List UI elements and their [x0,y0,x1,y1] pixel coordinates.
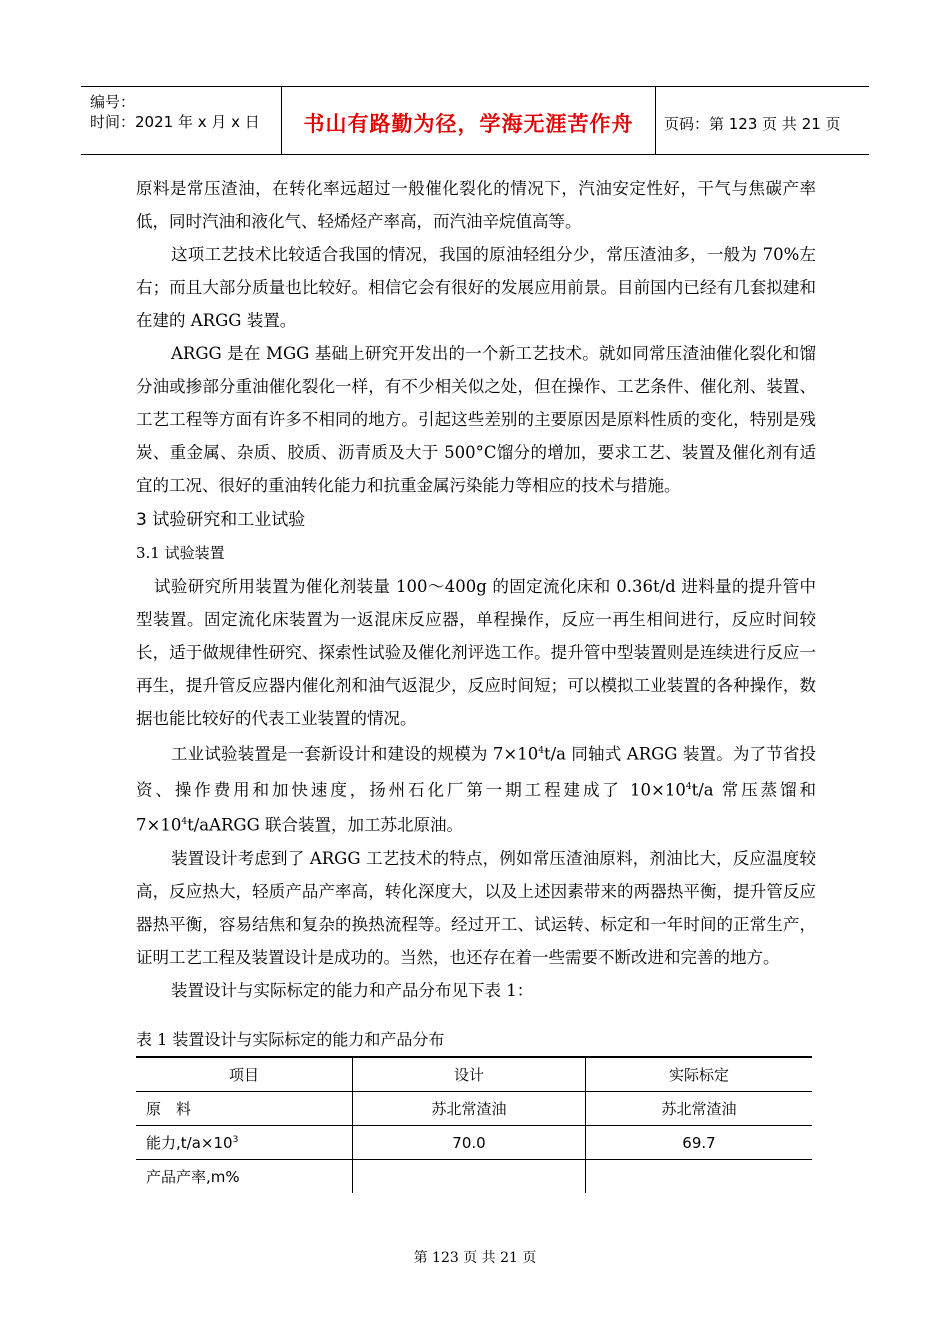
paragraph: 试验研究所用装置为催化剂装量 100～400g 的固定流化床和 0.36t/d 进料量的提升管中型装置。固定流化床装置为一返混床反应器，单程操作，反应一再生相间进行，反应时间较长，适于做规律性研究、探索性试验及催化剂评选工作。提升管中型装置则是连续进行反应一再生，提升管反应器内催化剂和油气返混少，反应时间短；可以模拟工业装置的各种操作，数据也能比较好的代表工业装置的情况。 [136,577,816,728]
header-motto-cell [282,87,656,154]
column-header-design: 设计 [353,1057,586,1092]
table-caption: 表 1 装置设计与实际标定的能力和产品分布 [136,1029,445,1049]
superscript: 4 [685,781,692,792]
header-motto: 书山有路勤为径，学海无涯苦作舟 [303,112,634,136]
paragraph [136,735,816,842]
cell-design: 苏北常渣油 [353,1092,586,1126]
serial-number-label: 编号： [90,93,136,111]
paragraph: 装置设计与实际标定的能力和产品分布见下表 1： [171,980,534,1000]
text-run: t/a 常压蒸馏和 7×10 [136,780,816,835]
text-run: 工业试验装置是一套新设计和建设的规模为 7×10 [171,744,539,764]
subsection-heading: 3.1 试验装置 [136,544,225,562]
text-run: t/aARGG 联合装置，加工苏北原油。 [187,815,464,835]
table-row [136,1160,812,1194]
header-meta-cell [81,87,282,154]
paragraph: 这项工艺技术比较适合我国的情况，我国的原油轻组分少，常压渣油多，一般为 70%左右；而且大部分质量也比较好。相信它会有很好的发展应用前景。目前国内已经有几套拟建和在建的 ARGG 装置。 [136,245,816,330]
page-header [81,86,869,155]
header-page-cell [656,87,869,154]
cell-item [136,1126,353,1160]
table-header-row [136,1057,812,1092]
superscript: 3 [232,1135,239,1145]
cell-actual [586,1160,813,1194]
column-header-item: 项目 [228,1066,259,1084]
header-page-info: 页码：第 123 页 共 21 页 [664,115,841,133]
cell-actual: 69.7 [586,1126,813,1160]
section-heading: 3 试验研究和工业试验 [136,510,306,530]
text-run: 能力,t/a×10 [146,1134,233,1152]
paragraph: 装置设计考虑到了 ARGG 工艺技术的特点，例如常压渣油原料，剂油比大，反应温度较高，反应热大，轻质产品产率高，转化深度大，以及上述因素带来的两器热平衡，提升管反应器热平衡，容易结焦和复杂的换热流程等。经过开工、试运转、标定和一年时间的正常生产，证明工艺工程及装置设计是成功的。当然，也还存在着一些需要不断改进和完善的地方。 [136,848,816,967]
cell-actual: 苏北常渣油 [586,1092,813,1126]
data-table [136,1056,812,1193]
table-row [136,1092,812,1126]
date-label: 时间：2021 年 x 月 x 日 [90,113,260,131]
superscript: 4 [538,746,544,756]
superscript: 4 [181,817,188,827]
document-body [136,172,816,1061]
cell-item: 原 料 [146,1100,192,1118]
cell-design: 70.0 [353,1126,586,1160]
paragraph: ARGG 是在 MGG 基础上研究开发出的一个新工艺技术。就如同常压渣油催化裂化和馏分油或掺部分重油催化裂化一样，有不少相关似之处，但在操作、工艺条件、催化剂、装置、工艺工程等方面有许多不相同的地方。引起这些差别的主要原因是原料性质的变化，特别是残炭、重金属、杂质、胶质、沥青质及大于 500°C馏分的增加，要求工艺、装置及催化剂有适宜的工况、很好的重油转化能力和抗重金属污染能力等相应的技术与措施。 [136,344,816,495]
cell-design [353,1160,586,1194]
page-footer: 第 123 页 共 21 页 [413,1250,537,1266]
column-header-actual: 实际标定 [586,1057,813,1092]
text-run: t/a 同轴式 ARGG 装置。为了节省投资、操作费用和加快速度，扬州石化厂第一期工程建成了 10×10 [136,744,816,799]
table-row [136,1126,812,1160]
cell-item: 产品产率,m% [146,1168,240,1186]
paragraph: 原料是常压渣油，在转化率远超过一般催化裂化的情况下，汽油安定性好，干气与焦碳产率低，同时汽油和液化气、轻烯烃产率高，而汽油辛烷值高等。 [136,179,816,231]
